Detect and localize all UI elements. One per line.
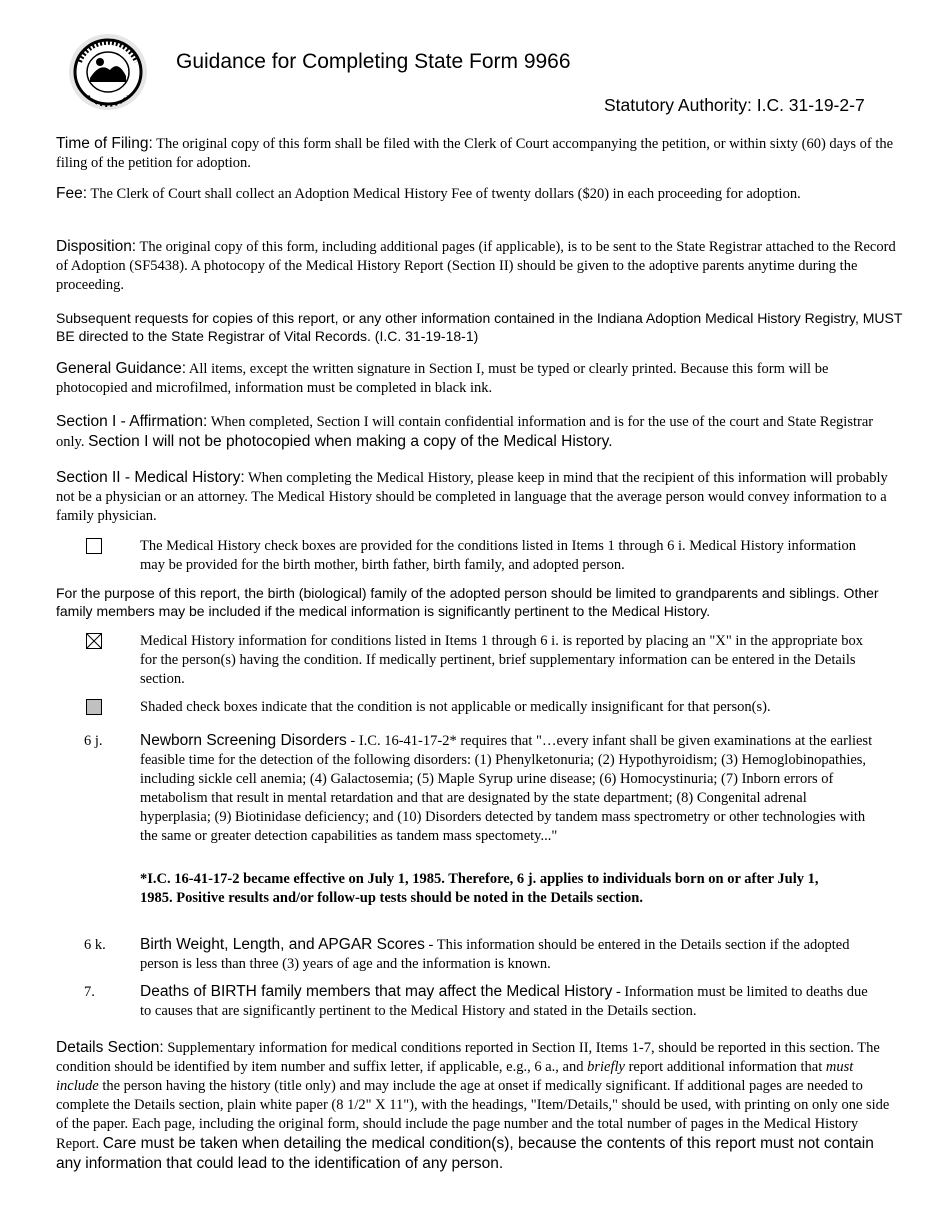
state-seal-icon <box>66 32 150 112</box>
item-6j-body: - I.C. 16-41-17-2* requires that "…every infant shall be given examinations at the earliest feasible time for the detection of the following disorders: (1) Phenylketonuria; (2) Hypothyroidism; (3) Hemoglobinopathies, including sickle cell anemia; (4) Galactosemia; (5) Maple Syrup urine disease; (6) Homocystinuria; (7) Inborn errors of metabolism that result in mental retardation and that are designated by the state department; (8) Congenital adrenal hyperplasia; (9) Biotinidase deficiency; and (10) Disorders detected by tandem mass spectrometry or other technologies with the same or greater detection capabilities as tandem mass spectomety..." <box>140 733 873 844</box>
section-1-label: Section I - Affirmation: <box>56 413 208 430</box>
general-guidance-label: General Guidance: <box>56 360 187 377</box>
details-tail: Care must be taken when detailing the medical condition(s), because the contents of this report must not contain any information that could lead to the identification of any person. <box>56 1135 874 1172</box>
empty-checkbox-description: The Medical History check boxes are provided for the conditions listed in Items 1 through 6 i. Medical History information may be provided for the birth mother, birth father, birth family, and adopted person. <box>140 538 856 573</box>
fee-text: The Clerk of Court shall collect an Adoption Medical History Fee of twenty dollars ($20) in each proceeding for adoption. <box>87 186 801 202</box>
details-text-3: the person having the history (title only) and may include the age at onset if medically significant. If additional pages are needed to complete the Details section, plain white paper (8 1/2" X 11"), with the headings, "Item/Details," should be used, with printing on only one side of the paper. Each page, including the original form, should include the page number and the total number of pages in the Medical History Report. <box>56 1078 890 1152</box>
statutory-authority: Statutory Authority: I.C. 31-19-2-7 <box>604 95 865 115</box>
time-of-filing-label: Time of Filing: <box>56 135 153 152</box>
item-6j-number: 6 j. <box>84 733 103 749</box>
details-italic-briefly: briefly <box>587 1059 625 1075</box>
section-1-text: When completed, Section I will contain confidential information and is for the use of the court and State Registrar only. <box>56 414 874 450</box>
item-6j-label: Newborn Screening Disorders <box>140 732 347 749</box>
item-6j-bold-note: *I.C. 16-41-17-2 became effective on July 1, 1985. Therefore, 6 j. applies to individuals born on or after July 1, 1985. Positive results and/or follow-up tests should be noted in the Details section. <box>140 871 819 906</box>
section-2-label: Section II - Medical History: <box>56 469 245 486</box>
details-text-2: report additional information that <box>624 1059 826 1075</box>
empty-checkbox-icon <box>86 538 102 554</box>
shaded-checkbox-icon <box>86 699 102 715</box>
item-7-text <box>140 982 880 1021</box>
details-section-paragraph <box>56 1038 891 1174</box>
item-7-body: - Information must be limited to deaths due to causes that are significantly pertinent to the Medical History and stated in the Details section. <box>140 984 868 1019</box>
fee-label: Fee: <box>56 185 88 202</box>
general-guidance-paragraph <box>56 359 896 398</box>
section-1-tail: Section I will not be photocopied when making a copy of the Medical History. <box>88 433 613 450</box>
item-6k-label: Birth Weight, Length, and APGAR Scores <box>140 936 425 953</box>
details-label: Details Section: <box>56 1039 164 1056</box>
birth-family-note: For the purpose of this report, the birth (biological) family of the adopted person should be limited to grandparents and siblings. Other family members may be included if the medical information is significantly pertinent to the Medical History. <box>56 585 879 619</box>
disposition-paragraph <box>56 237 896 295</box>
page-title: Guidance for Completing State Form 9966 <box>176 50 571 73</box>
section-1-paragraph <box>56 412 896 452</box>
item-6k-text <box>140 935 880 974</box>
item-6j-text <box>140 731 880 846</box>
item-7-number: 7. <box>84 984 95 1000</box>
details-italic-must-include: must include <box>56 1059 854 1094</box>
fee-paragraph <box>56 184 896 204</box>
subsequent-requests-note: Subsequent requests for copies of this report, or any other information contained in the Indiana Adoption Medical History Registry, MUST BE directed to the State Registrar of Vital Records. (I.C. 31-19-18-1) <box>56 310 903 344</box>
shaded-checkbox-description: Shaded check boxes indicate that the condition is not applicable or medically insignificant for that person(s). <box>140 699 771 715</box>
general-guidance-text: All items, except the written signature in Section I, must be typed or clearly printed. Because this form will be photocopied and microfilmed, information must be completed in black ink. <box>56 361 829 396</box>
item-6k-body: - This information should be entered in the Details section if the adopted person is less than three (3) years of age and the information is known. <box>140 937 850 972</box>
item-7-label: Deaths of BIRTH family members that may affect the Medical History <box>140 983 613 1000</box>
x-checkbox-icon <box>86 633 102 649</box>
time-of-filing-text: The original copy of this form shall be filed with the Clerk of Court accompanying the petition, or within sixty (60) days of the filing of the petition for adoption. <box>56 136 894 171</box>
time-of-filing-paragraph <box>56 134 896 173</box>
item-6k-number: 6 k. <box>84 937 106 953</box>
x-checkbox-description: Medical History information for conditions listed in Items 1 through 6 i. is reported by placing an "X" in the appropriate box for the person(s) having the condition. If medically pertinent, brief supplementary information can be entered in the Details section. <box>140 633 863 687</box>
section-2-paragraph <box>56 468 896 526</box>
disposition-label: Disposition: <box>56 238 137 255</box>
disposition-text: The original copy of this form, including additional pages (if applicable), is to be sent to the State Registrar attached to the Record of Adoption (SF5438). A photocopy of the Medical History Report (Section II) should be given to the adoptive parents anytime during the proceeding. <box>56 239 896 293</box>
section-2-text: When completing the Medical History, please keep in mind that the recipient of this information will probably not be a physician or an attorney. The Medical History should be completed in language that the average person would convey information to a family physician. <box>56 470 888 524</box>
details-text-1: Supplementary information for medical conditions reported in Section II, Items 1-7, should be reported in this section. The condition should be identified by item number and suffix letter, if applicable, e.g., 6 a., and <box>56 1040 880 1075</box>
